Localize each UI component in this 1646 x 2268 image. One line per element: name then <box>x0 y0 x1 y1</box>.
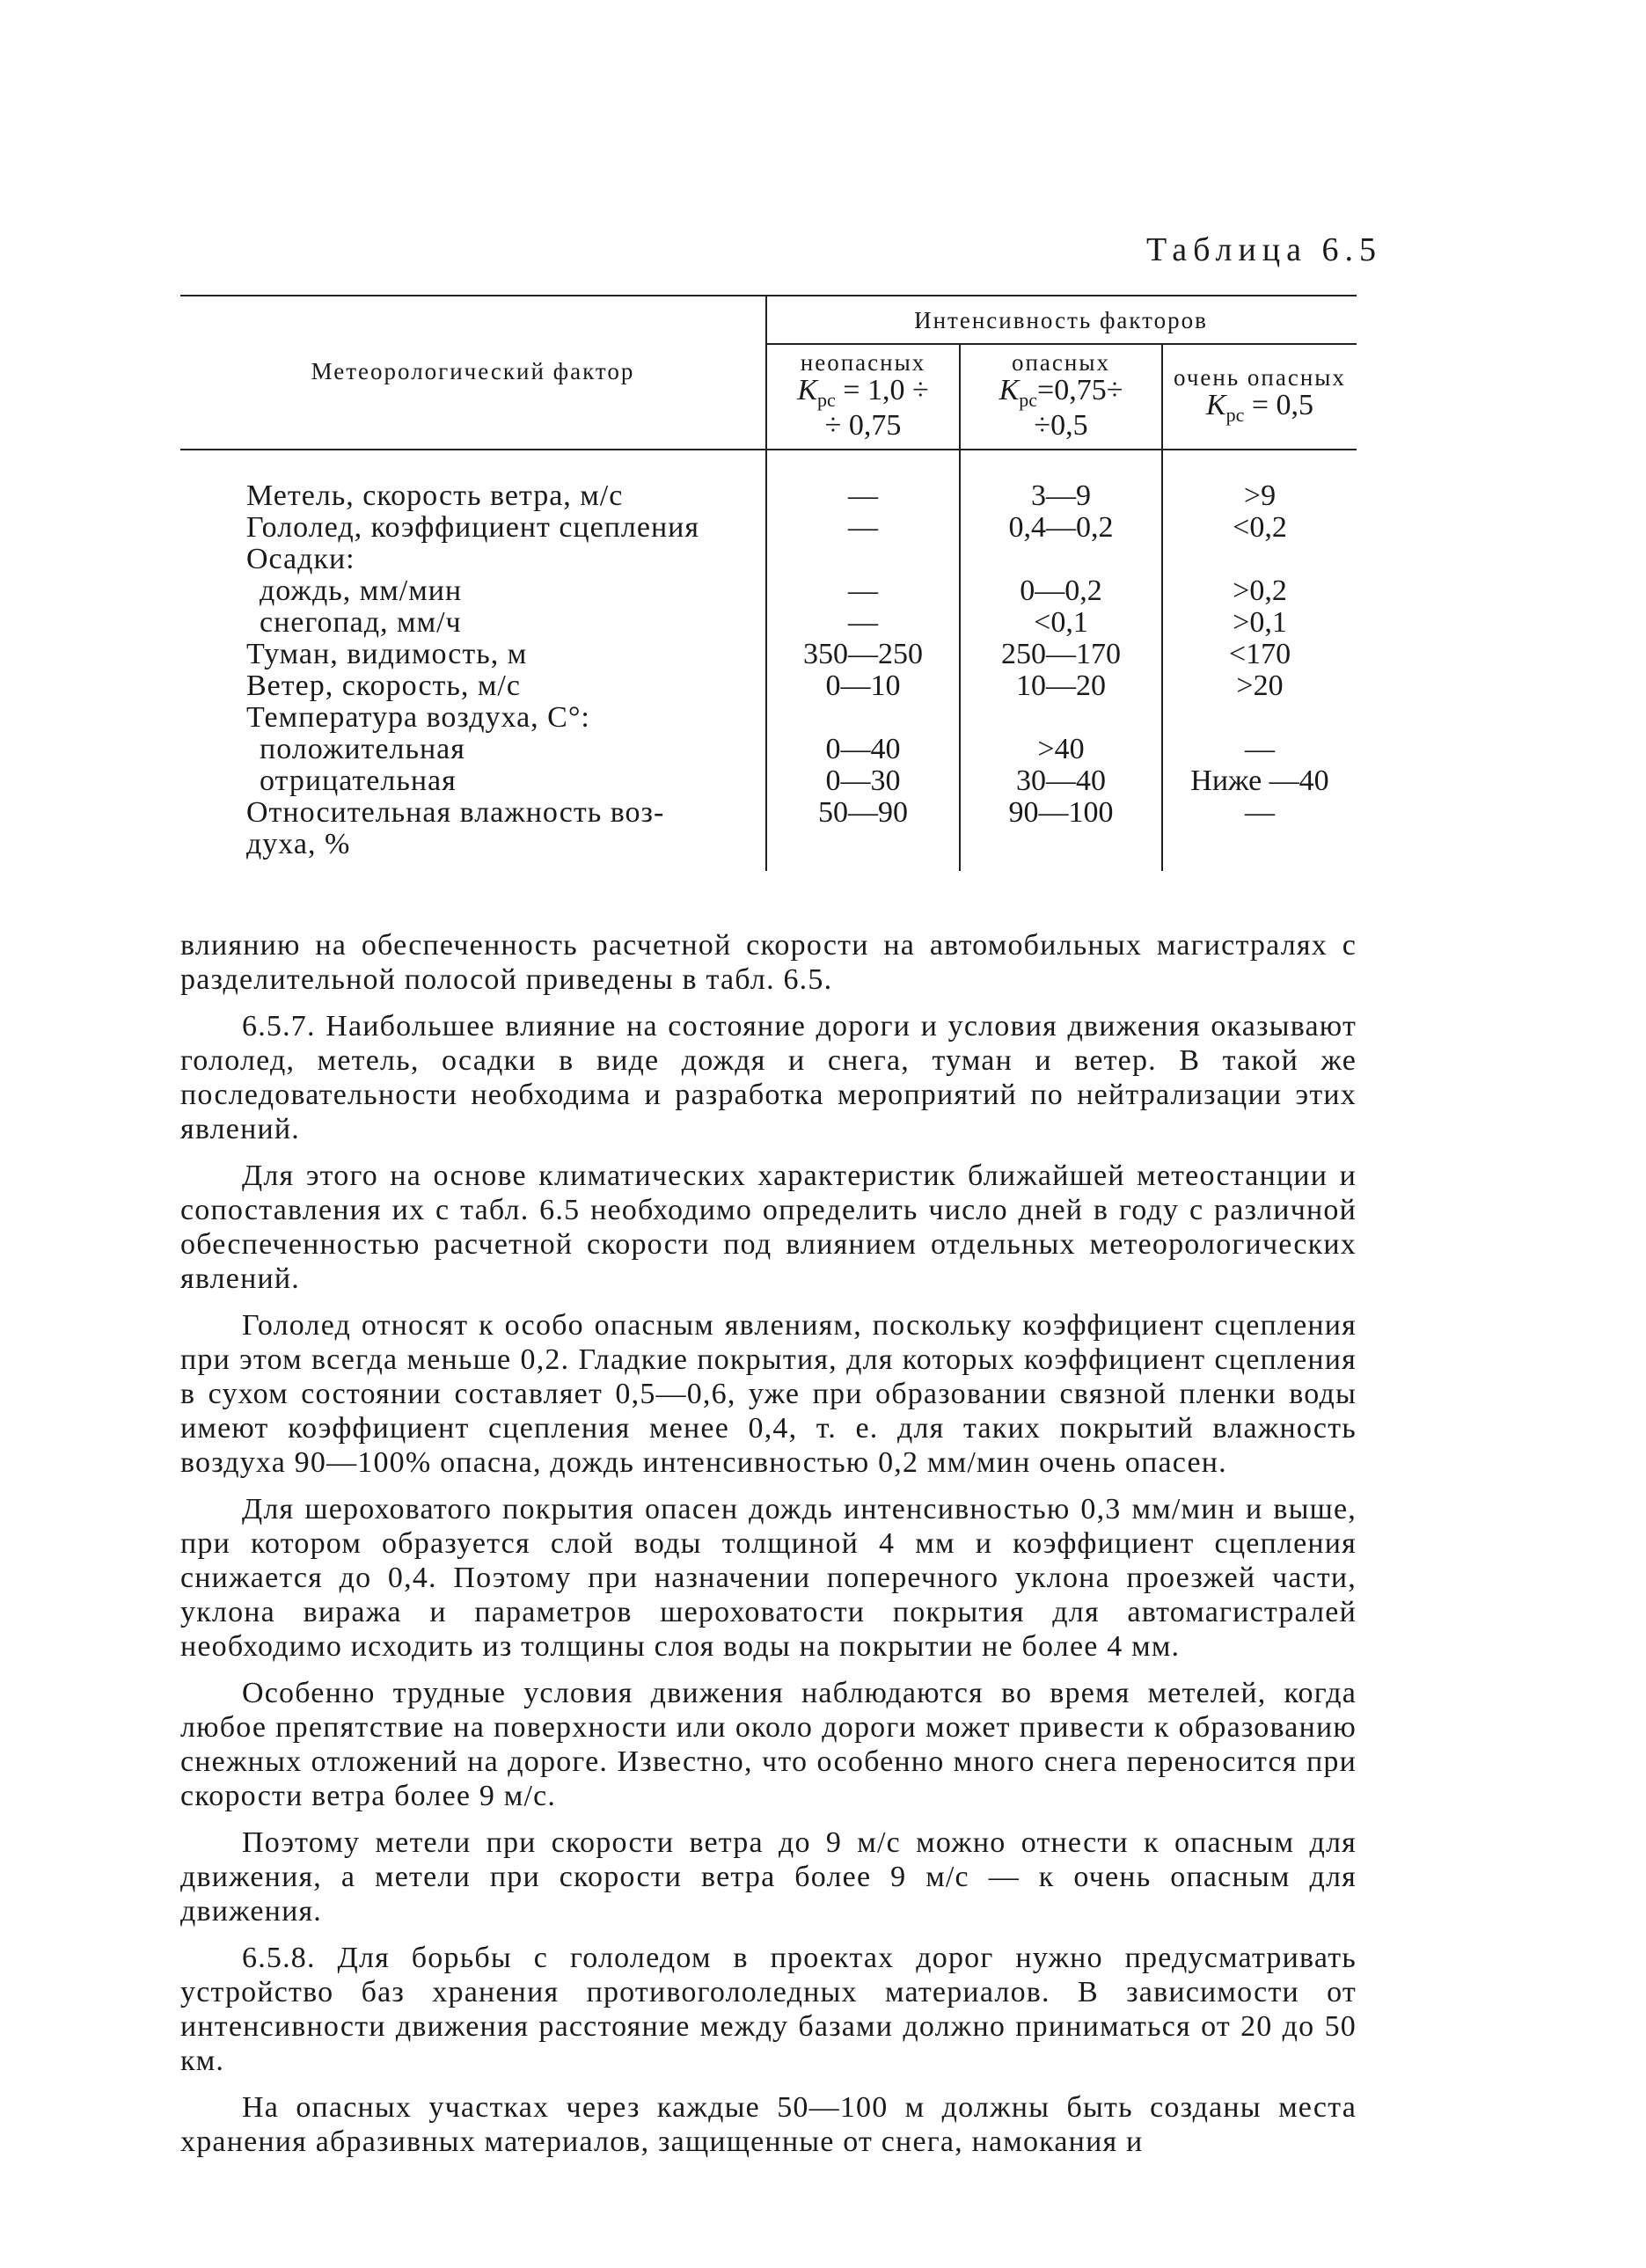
table-header-rule <box>180 449 1357 450</box>
table-cell: 0—40 <box>825 733 901 765</box>
header-col-very-dangerous: очень опасных $K_{рс} = 0,5$ <box>1174 364 1346 427</box>
table-cell: 350—250 <box>803 638 923 670</box>
paragraph: 6.5.7. Наибольшее влияние на состояние дороги и условия движения оказывают гололед, метель, осадки в виде дождя и снега, туман и ветер. В такой же последовательности необходима и разработка мероприятий по нейтрализации этих явлений. <box>180 1010 1357 1145</box>
table-cell: >0,2 <box>1233 574 1287 607</box>
header-col-non-dangerous: неопасных $K_{рс} = 1,0$ ÷ ÷ 0,75 <box>797 349 929 443</box>
table-cell: Ниже —40 <box>1190 765 1329 797</box>
header-col-dangerous: опасных $K_{рс}=0,75\div$ ÷0,5 <box>999 349 1123 443</box>
row-label: снегопад, мм/ч <box>260 606 462 639</box>
table-cell: <0,1 <box>1034 606 1088 639</box>
table-top-rule <box>180 295 1357 296</box>
table-cell: <170 <box>1228 638 1291 670</box>
table-cell: 0—30 <box>825 765 901 797</box>
table-caption: Таблица 6.5 <box>1145 231 1382 268</box>
table-cell: >9 <box>1243 479 1277 512</box>
paragraph: влиянию на обеспеченность расчетной скорости на автомобильных магистралях с разделительной полосой приведены в табл. 6.5. <box>180 929 1357 996</box>
row-label: Относительная влажность воз- <box>246 796 665 829</box>
row-label: Туман, видимость, м <box>246 638 528 670</box>
table-cell: 10—20 <box>1016 669 1106 702</box>
table-cell: 0—0,2 <box>1020 574 1102 607</box>
row-label: Гололед, коэффициент сцепления <box>246 511 699 544</box>
paragraph: Гололед относят к особо опасным явлениям, поскольку коэффициент сцепления при этом всегда меньше 0,2. Гладкие покрытия, для которых коэффициент сцепления в сухом состоянии составляет 0,5—0,6, уже при образовании связной пленки воды имеют коэффициент сцепления менее 0,4, т. е. для таких покрытий влажность воздуха 90—100% опасна, дождь интенсивностью 0,2 мм/мин очень опасен. <box>180 1309 1357 1479</box>
paragraph: 6.5.8. Для борьбы с гололедом в проектах дорог нужно предусматривать устройство баз хранения противогололедных материалов. В зависимости от интенсивности движения расстояние между базами должно приниматься от 20 до 50 км. <box>180 1942 1357 2077</box>
row-label: положительная <box>260 733 465 765</box>
paragraph: Для шероховатого покрытия опасен дождь интенсивностью 0,3 мм/мин и выше, при котором образуется слой воды толщиной 4 мм и коэффициент сцепления снижается до 0,4. Поэтому при назначении поперечного уклона проезжей части, уклона виража и параметров шероховатости покрытия для автомагистралей необходимо исходить из толщины слоя воды на покрытии не более 4 мм. <box>180 1493 1357 1663</box>
row-label: духа, % <box>246 828 351 860</box>
table-cell: 90—100 <box>1008 796 1114 829</box>
table-cell: >40 <box>1037 733 1085 765</box>
table-cell: 3—9 <box>1031 479 1091 512</box>
table-cell: >20 <box>1236 669 1284 702</box>
header-intensity: Интенсивность факторов <box>914 307 1208 333</box>
table-cell: 0—10 <box>825 669 901 702</box>
intensity-underline <box>765 343 1357 345</box>
paragraph: Особенно трудные условия движения наблюдаются во время метелей, когда любое препятствие на поверхности или около дороги может привести к образованию снежных отложений на дороге. Известно, что особенно много снега переносится при скорости ветра более 9 м/с. <box>180 1677 1357 1812</box>
paragraph: Поэтому метели при скорости ветра до 9 м/с можно отнести к опасным для движения, а метели при скорости ветра более 9 м/с — к очень опасным для движения. <box>180 1826 1357 1928</box>
table-cell: <0,2 <box>1233 511 1287 544</box>
paragraph: На опасных участках через каждые 50—100 м должны быть созданы места хранения абразивных материалов, защищенные от снега, намокания и <box>180 2091 1357 2158</box>
table-cell: — <box>848 574 878 607</box>
table-cell: >0,1 <box>1233 606 1287 639</box>
header-factor: Метеорологический фактор <box>311 358 635 384</box>
table-cell: 30—40 <box>1016 765 1106 797</box>
table-cell: 0,4—0,2 <box>1008 511 1114 544</box>
table-cell: — <box>848 511 878 544</box>
table-cell: — <box>848 606 878 639</box>
table-cell: — <box>1245 733 1275 765</box>
row-label: Осадки: <box>246 543 355 575</box>
row-label: дождь, мм/мин <box>260 574 463 607</box>
body-text <box>180 928 1357 2171</box>
row-label: Метель, скорость ветра, м/с <box>246 479 624 512</box>
paragraph: Для этого на основе климатических характеристик ближайшей метеостанции и сопоставления их с табл. 6.5 необходимо определить число дней в году с различной обеспеченностью расчетной скорости под влиянием отдельных метеорологических явлений. <box>180 1160 1357 1295</box>
row-label: Температура воздуха, С°: <box>246 701 590 734</box>
table-cell: — <box>848 479 878 512</box>
table-cell: 50—90 <box>818 796 908 829</box>
row-label: отрицательная <box>260 765 457 797</box>
table-cell: — <box>1245 796 1275 829</box>
table-cell: 250—170 <box>1001 638 1121 670</box>
row-label: Ветер, скорость, м/с <box>246 669 521 702</box>
